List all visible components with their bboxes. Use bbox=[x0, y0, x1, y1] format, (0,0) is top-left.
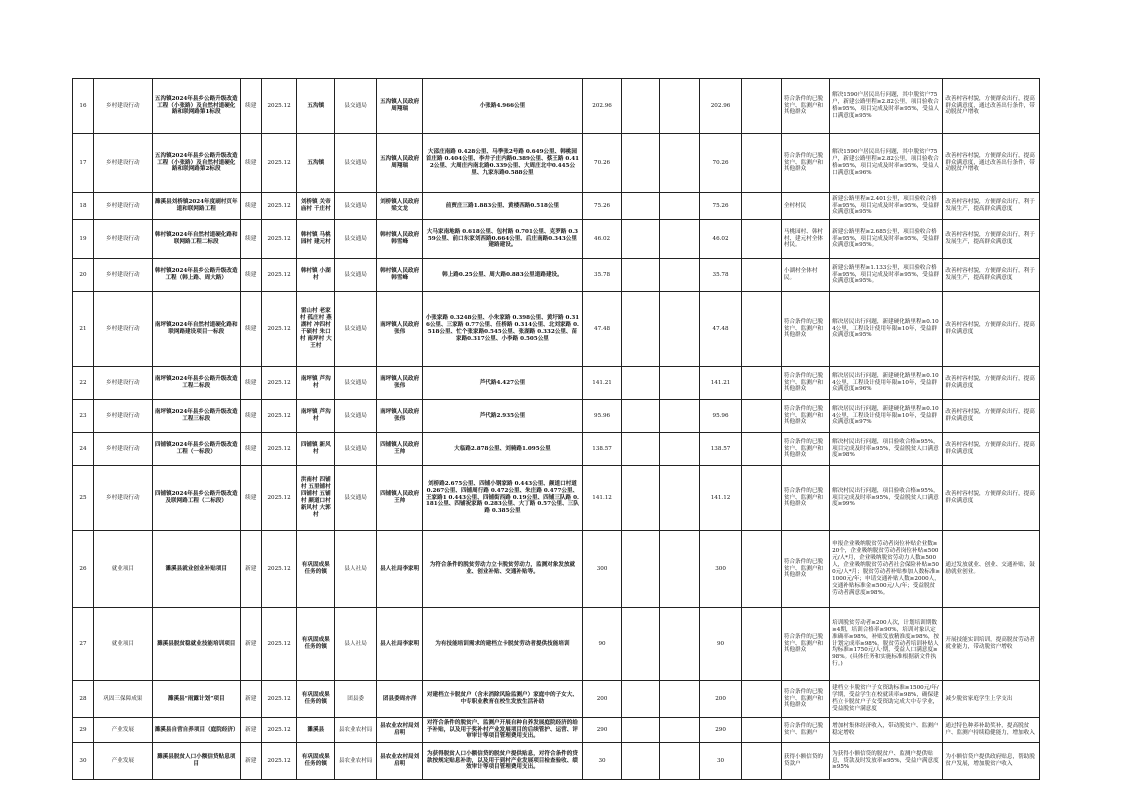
owner-cell: 县农业农村局刘启明 bbox=[377, 718, 423, 743]
beneficiary-cell: 小湖村全体村民。 bbox=[781, 259, 829, 292]
fund-cell bbox=[622, 79, 660, 134]
owner-cell: 韩村镇人民政府韩雪峰 bbox=[377, 220, 423, 259]
benefit-mechanism-cell: 减少脱贫家庭学生上学支出 bbox=[943, 681, 1040, 718]
row-number: 26 bbox=[73, 531, 94, 608]
build-type-cell: 新建 bbox=[240, 531, 261, 608]
row-number: 16 bbox=[73, 79, 94, 134]
owner-cell: 南坪镇人民政府张伟 bbox=[377, 292, 423, 367]
total-fund-cell: 141.21 bbox=[582, 367, 622, 400]
department-cell: 县交通局 bbox=[335, 193, 377, 220]
fund-cell bbox=[660, 259, 700, 292]
performance-cell: 新建公路里程≥2.401公里，项目验收合格率≥95%，项目完成及时率≥95%，受益群众满意度≥95% bbox=[830, 193, 943, 220]
location-cell: 五沟镇 bbox=[297, 134, 335, 193]
fund-cell bbox=[742, 466, 782, 531]
table-row bbox=[73, 367, 1040, 400]
department-cell: 县交通局 bbox=[335, 220, 377, 259]
location-cell: 有巩固成果任务的镇 bbox=[297, 681, 335, 718]
fund-cell bbox=[660, 681, 700, 718]
fund-cell bbox=[622, 608, 660, 681]
project-sheet bbox=[72, 78, 1040, 780]
project-name-cell: 濉溪县自营自养项目（庭院经济） bbox=[152, 718, 240, 743]
build-type-cell: 续建 bbox=[240, 466, 261, 531]
total-fund-cell: 35.78 bbox=[582, 259, 622, 292]
performance-cell: 为获得小额信贷的脱贫户、监测户提供贴息，贷款及时发放率≥95%，受益户满意度≥95% bbox=[830, 743, 943, 780]
project-name-cell: 五沟镇2024年县乡公路升级改造工程（小张路）及自然村道硬化路和联网路第2标段 bbox=[152, 134, 240, 193]
project-name-cell: 南坪镇2024年县乡公路升级改造工程二标段 bbox=[152, 367, 240, 400]
fund-cell bbox=[742, 681, 782, 718]
completion-date-cell: 2025.12 bbox=[261, 743, 297, 780]
total-fund-cell: 138.57 bbox=[582, 433, 622, 466]
fund-cell bbox=[742, 220, 782, 259]
beneficiary-cell: 获得小额信贷的贷款户 bbox=[781, 743, 829, 780]
row-number: 17 bbox=[73, 134, 94, 193]
department-cell: 县农业农村局 bbox=[335, 743, 377, 780]
beneficiary-cell: 符合条件的已脱贫户、监测户和其他群众 bbox=[781, 608, 829, 681]
owner-cell: 五沟镇人民政府周翔瑞 bbox=[377, 134, 423, 193]
location-cell: 有巩固成果任务的镇 bbox=[297, 608, 335, 681]
row-number: 28 bbox=[73, 681, 94, 718]
content-cell: 小张家路 0.3248公里、小朱家路 0.398公里、黄圩路 0.316公里、三家路 0.77公里、任桥路 0.314公里、北刘家路 0.518公里、忙个张家路0.545公里、张湖路 0.332公里、苗家路0.317公里、小李路 0.505公里 bbox=[423, 292, 582, 367]
department-cell: 县交通局 bbox=[335, 466, 377, 531]
fund-cell bbox=[622, 193, 660, 220]
table-row bbox=[73, 400, 1040, 433]
completion-date-cell: 2025.12 bbox=[261, 367, 297, 400]
beneficiary-cell: 符合条件的已脱贫户、监测户和其他群众 bbox=[781, 433, 829, 466]
location-cell: 雷山村 老家村 孤庄村 燕湖村 冲四村 千硕村 朱口村 南坪村 大王村 bbox=[297, 292, 335, 367]
beneficiary-cell: 符合条件的已脱贫户、监测户和其他群众 bbox=[781, 292, 829, 367]
category-cell: 产业发展 bbox=[93, 743, 152, 780]
fund-cell bbox=[742, 608, 782, 681]
fund-cell bbox=[622, 681, 660, 718]
fund-cell bbox=[622, 466, 660, 531]
performance-cell: 申报企业吸纳脱贫劳动者岗位补贴企业数≥20个，企业吸纳脱贫劳动者岗位补贴≤500元/人*月，企业吸纳脱贫劳动力人数≥500人，企业吸纳脱贫劳动者社会保险补贴≥500元/人*月；脱贫劳动者补贴参加人数标准≥1000元/年；申请交通补贴人数≥2000人，交通补贴标准金≤500元/人/年；受益脱贫劳动者满意度≥98%。 bbox=[830, 531, 943, 608]
owner-cell: 团县委周亦洋 bbox=[377, 681, 423, 718]
benefit-mechanism-cell: 开展技能实训培训，提高脱贫劳动者就业能力，带动脱贫户增收 bbox=[943, 608, 1040, 681]
table-row bbox=[73, 220, 1040, 259]
fund-cell bbox=[622, 367, 660, 400]
total-fund-cell: 95.96 bbox=[582, 400, 622, 433]
content-cell: 大邵庄南路 0.428公里、马季张2号路 0.649公里、韩桃园首庄路 0.404公里、李井子庄内路0.389公里、蔡王路 0.412公里、大周庄内南北路0.339公里、大周庄北中0.445公里、九家东路0.588公里 bbox=[423, 134, 582, 193]
beneficiary-cell: 符合条件的已脱贫户、监测户和其他群众 bbox=[781, 134, 829, 193]
content-cell: 为有技能培训需求的建档立卡脱贫劳动者提供技能培训 bbox=[423, 608, 582, 681]
total-fund-cell: 30 bbox=[582, 743, 622, 780]
owner-cell: 南坪镇人民政府张伟 bbox=[377, 367, 423, 400]
total-fund-cell: 70.26 bbox=[582, 134, 622, 193]
build-type-cell: 续建 bbox=[240, 193, 261, 220]
owner-cell: 县农业农村局刘启明 bbox=[377, 743, 423, 780]
benefit-mechanism-cell: 改善村容村貌，方便群众出行，利于发展生产，提高群众满意度 bbox=[943, 259, 1040, 292]
project-name-cell: 四铺镇2024年县乡公路升级改造及联网路工程（二标段） bbox=[152, 466, 240, 531]
category-cell: 乡村建设行动 bbox=[93, 400, 152, 433]
fund-cell bbox=[622, 220, 660, 259]
completion-date-cell: 2025.12 bbox=[261, 134, 297, 193]
location-cell: 洪南村 四铺村 五里铺村 四铺村 五铺村 颜道口村 新风村 大郭村 bbox=[297, 466, 335, 531]
department-cell: 县农业农村局 bbox=[335, 718, 377, 743]
category-cell: 乡村建设行动 bbox=[93, 292, 152, 367]
completion-date-cell: 2025.12 bbox=[261, 292, 297, 367]
completion-date-cell: 2025.12 bbox=[261, 193, 297, 220]
performance-cell: 建档立卡脱贫户子女资助标准≥1500元/年/学期，受益学生在校就读率≥98%，确保建档立卡脱贫户子女受资助完成大中专学业，受益脱贫户满意度 bbox=[830, 681, 943, 718]
fund-cell bbox=[660, 367, 700, 400]
fund-cell bbox=[742, 259, 782, 292]
project-name-cell: 濉溪县就业创业补贴项目 bbox=[152, 531, 240, 608]
content-cell: 韩上路0.25公里、周大路0.883公里道路建设。 bbox=[423, 259, 582, 292]
row-number: 20 bbox=[73, 259, 94, 292]
project-table bbox=[72, 78, 1040, 780]
fund-cell bbox=[622, 259, 660, 292]
total-fund-cell: 300 bbox=[582, 531, 622, 608]
fund-cell: 202.96 bbox=[700, 79, 742, 134]
content-cell: 小张路4.966公里 bbox=[423, 79, 582, 134]
fund-cell: 141.12 bbox=[700, 466, 742, 531]
content-cell: 对建档立卡脱贫户（含未消除风险监测户）家庭中的子女大、中专职业教育在校生发放生活补助 bbox=[423, 681, 582, 718]
total-fund-cell: 47.48 bbox=[582, 292, 622, 367]
fund-cell bbox=[622, 718, 660, 743]
project-name-cell: 韩村镇2024年县乡公路升级改造工程（韩上路、周大路） bbox=[152, 259, 240, 292]
owner-cell: 韩村镇人民政府韩雪峰 bbox=[377, 259, 423, 292]
performance-cell: 解决村民出行问题，项目验收合格≥95%，项目完成及时率≥95%，受益脱贫人口满意度≥99% bbox=[830, 466, 943, 531]
benefit-mechanism-cell: 通过特色种养补助奖补，提高脱贫户、监测户持续稳健能力，增加收入 bbox=[943, 718, 1040, 743]
table-row bbox=[73, 134, 1040, 193]
location-cell: 有巩固成果任务的镇 bbox=[297, 531, 335, 608]
content-cell: 对符合条件的脱贫户、监测户开展自种自养发展庭院经济的给予补贴，以及用于奖补村产业发展项目的后续管护、运营、评审审计等项目管理费用支出。 bbox=[423, 718, 582, 743]
benefit-mechanism-cell: 改善村容村貌，方便群众出行，提高群众满意度，通过改善出行条件，带动脱贫户增收 bbox=[943, 134, 1040, 193]
performance-cell: 解决居民出行问题，新建硬化路里程≥0.104公里，工程设计使用年限≥10年，受益群众满意度≥95% bbox=[830, 292, 943, 367]
department-cell: 县交通局 bbox=[335, 134, 377, 193]
completion-date-cell: 2025.12 bbox=[261, 433, 297, 466]
category-cell: 乡村建设行动 bbox=[93, 433, 152, 466]
build-type-cell: 续建 bbox=[240, 433, 261, 466]
fund-cell: 47.48 bbox=[700, 292, 742, 367]
completion-date-cell: 2025.12 bbox=[261, 400, 297, 433]
project-name-cell: 濉溪县“雨露计划”项目 bbox=[152, 681, 240, 718]
owner-cell: 南坪镇人民政府张伟 bbox=[377, 400, 423, 433]
owner-cell: 县人社局李家明 bbox=[377, 531, 423, 608]
completion-date-cell: 2025.12 bbox=[261, 259, 297, 292]
benefit-mechanism-cell: 改善村容村貌，方便群众出行，提高群众满意度 bbox=[943, 292, 1040, 367]
category-cell: 乡村建设行动 bbox=[93, 259, 152, 292]
total-fund-cell: 141.12 bbox=[582, 466, 622, 531]
build-type-cell: 续建 bbox=[240, 220, 261, 259]
department-cell: 团县委 bbox=[335, 681, 377, 718]
location-cell: 有巩固成果任务的镇 bbox=[297, 743, 335, 780]
benefit-mechanism-cell: 改善村容村貌，方便群众出行，利于发展生产，提高群众满意度 bbox=[943, 193, 1040, 220]
beneficiary-cell: 符合条件的已脱贫户、监测户和其他群众 bbox=[781, 400, 829, 433]
fund-cell bbox=[622, 292, 660, 367]
row-number: 19 bbox=[73, 220, 94, 259]
beneficiary-cell: 符合条件的已脱贫户、监测户和其他群众 bbox=[781, 466, 829, 531]
build-type-cell: 续建 bbox=[240, 79, 261, 134]
completion-date-cell: 2025.12 bbox=[261, 681, 297, 718]
build-type-cell: 新建 bbox=[240, 718, 261, 743]
fund-cell bbox=[622, 433, 660, 466]
row-number: 24 bbox=[73, 433, 94, 466]
category-cell: 产业发展 bbox=[93, 718, 152, 743]
fund-cell: 300 bbox=[700, 531, 742, 608]
fund-cell bbox=[660, 718, 700, 743]
location-cell: 刘桥镇 关帝庙村 千庄村 bbox=[297, 193, 335, 220]
fund-cell bbox=[660, 134, 700, 193]
total-fund-cell: 46.02 bbox=[582, 220, 622, 259]
fund-cell bbox=[660, 531, 700, 608]
table-row bbox=[73, 608, 1040, 681]
table-row bbox=[73, 743, 1040, 780]
table-row bbox=[73, 292, 1040, 367]
owner-cell: 县人社局李家明 bbox=[377, 608, 423, 681]
completion-date-cell: 2025.12 bbox=[261, 718, 297, 743]
location-cell: 韩村镇 马桃园村 建元村 bbox=[297, 220, 335, 259]
content-cell: 芦代路4.427公里 bbox=[423, 367, 582, 400]
owner-cell: 四铺镇人民政府王帅 bbox=[377, 466, 423, 531]
department-cell: 县交通局 bbox=[335, 367, 377, 400]
row-number: 21 bbox=[73, 292, 94, 367]
category-cell: 巩固三保障成果 bbox=[93, 681, 152, 718]
category-cell: 就业项目 bbox=[93, 531, 152, 608]
category-cell: 乡村建设行动 bbox=[93, 466, 152, 531]
department-cell: 县交通局 bbox=[335, 400, 377, 433]
fund-cell: 35.78 bbox=[700, 259, 742, 292]
fund-cell: 95.96 bbox=[700, 400, 742, 433]
location-cell: 南坪镇 芦沟村 bbox=[297, 400, 335, 433]
completion-date-cell: 2025.12 bbox=[261, 220, 297, 259]
beneficiary-cell: 马桃园村、韩村村、建元村全体村民。 bbox=[781, 220, 829, 259]
table-row bbox=[73, 79, 1040, 134]
row-number: 18 bbox=[73, 193, 94, 220]
beneficiary-cell: 符合条件的已脱贫户、监测户和其他群众 bbox=[781, 367, 829, 400]
table-row bbox=[73, 193, 1040, 220]
content-cell: 芦代路2.935公里 bbox=[423, 400, 582, 433]
fund-cell: 75.26 bbox=[700, 193, 742, 220]
fund-cell bbox=[742, 743, 782, 780]
project-name-cell: 韩村镇2024年自然村道硬化路和联网路工程二标段 bbox=[152, 220, 240, 259]
performance-cell: 新建公路里程≥1.133公里，项目验收合格率≥95%，项目完成及时率≥95%，受益群众满意度≥95%。 bbox=[830, 259, 943, 292]
total-fund-cell: 90 bbox=[582, 608, 622, 681]
project-name-cell: 南坪镇2024年县乡公路升级改造工程三标段 bbox=[152, 400, 240, 433]
fund-cell: 30 bbox=[700, 743, 742, 780]
project-name-cell: 濉溪县脱贫人口小额信贷贴息项目 bbox=[152, 743, 240, 780]
fund-cell bbox=[622, 531, 660, 608]
performance-cell: 解决1590户居民出行问题，其中脱贫户75户，新建公路里程≥2.82公里，项目验收合格≥95%，项目完成及时率≥95%，受益人口满意度≥95% bbox=[830, 79, 943, 134]
fund-cell bbox=[742, 134, 782, 193]
build-type-cell: 续建 bbox=[240, 292, 261, 367]
fund-cell bbox=[660, 193, 700, 220]
content-cell: 为获得脱贫人口小额信贷的脱贫户提供贴息，对符合条件的贷款按规定贴息补助，以及用于到村产业发展项目检查验收、绩效审计等项目管理费用支出。 bbox=[423, 743, 582, 780]
completion-date-cell: 2025.12 bbox=[261, 531, 297, 608]
department-cell: 县人社局 bbox=[335, 608, 377, 681]
fund-cell: 141.21 bbox=[700, 367, 742, 400]
total-fund-cell: 200 bbox=[582, 681, 622, 718]
fund-cell bbox=[660, 292, 700, 367]
location-cell: 濉溪县 bbox=[297, 718, 335, 743]
department-cell: 县交通局 bbox=[335, 433, 377, 466]
row-number: 27 bbox=[73, 608, 94, 681]
completion-date-cell: 2025.12 bbox=[261, 608, 297, 681]
performance-cell: 新建公路里程≥2.685公里，项目验收合格率≥95%，项目完成及时率≥95%，受益群众满意度≥95%。 bbox=[830, 220, 943, 259]
benefit-mechanism-cell: 改善村容村貌，方便群众出行，提高群众满意度 bbox=[943, 466, 1040, 531]
location-cell: 五沟镇 bbox=[297, 79, 335, 134]
content-cell: 大马家南地路 0.618公里、包村路 0.701公里、克罗路 0.359公里、前口东家刘西路0.664公里、后庄南路0.343公里建路建设。 bbox=[423, 220, 582, 259]
content-cell: 大临路2.878公里、刘骑路1.095公里 bbox=[423, 433, 582, 466]
category-cell: 乡村建设行动 bbox=[93, 193, 152, 220]
project-name-cell: 南坪镇2024年自然村道硬化路和联网路建设项目一标段 bbox=[152, 292, 240, 367]
table-body bbox=[73, 79, 1040, 780]
benefit-mechanism-cell: 改善村容村貌，方便群众出行，提高群众满意度 bbox=[943, 433, 1040, 466]
department-cell: 县交通局 bbox=[335, 79, 377, 134]
completion-date-cell: 2025.12 bbox=[261, 466, 297, 531]
project-name-cell: 濉溪县脱贫稳就业技能培训项目 bbox=[152, 608, 240, 681]
row-number: 22 bbox=[73, 367, 94, 400]
build-type-cell: 新建 bbox=[240, 681, 261, 718]
row-number: 29 bbox=[73, 718, 94, 743]
fund-cell: 138.57 bbox=[700, 433, 742, 466]
department-cell: 县交通局 bbox=[335, 292, 377, 367]
category-cell: 就业项目 bbox=[93, 608, 152, 681]
beneficiary-cell: 符合条件的已脱贫户、监测户和其他群众 bbox=[781, 531, 829, 608]
fund-cell bbox=[742, 193, 782, 220]
fund-cell bbox=[660, 433, 700, 466]
fund-cell bbox=[660, 220, 700, 259]
build-type-cell: 续建 bbox=[240, 259, 261, 292]
build-type-cell: 续建 bbox=[240, 367, 261, 400]
content-cell: 刘桥路2.675公里、四铺小钢家路 0.443公里、颜道口村道 0.267公里、四铺周行路 0.472公里、朱庄路 0.477公里、王家路1 0.443公里、四铺街西路 0.19公里、四铺三队路 0.181公里、四铺祝家路 0.283公里、大丁路 0.57公里、三队路 0.385公里 bbox=[423, 466, 582, 531]
location-cell: 南坪镇 芦沟村 bbox=[297, 367, 335, 400]
table-row bbox=[73, 259, 1040, 292]
beneficiary-cell: 符合条件的已脱贫户、监测户和其他群众 bbox=[781, 681, 829, 718]
fund-cell bbox=[742, 433, 782, 466]
row-number: 23 bbox=[73, 400, 94, 433]
fund-cell: 70.26 bbox=[700, 134, 742, 193]
project-name-cell: 五沟镇2024年县乡公路升级改造工程（小张路）及自然村道硬化路和联网路第1标段 bbox=[152, 79, 240, 134]
owner-cell: 四铺镇人民政府王帅 bbox=[377, 433, 423, 466]
benefit-mechanism-cell: 改善村容村貌，方便群众出行，提高群众满意度，通过改善出行条件，带动脱贫户增收 bbox=[943, 79, 1040, 134]
fund-cell bbox=[742, 79, 782, 134]
fund-cell bbox=[742, 292, 782, 367]
performance-cell: 解决居民出行问题，新建硬化路里程≥0.104公里，工程设计使用年限≥10年，受益群众满意度≥97% bbox=[830, 400, 943, 433]
row-number: 25 bbox=[73, 466, 94, 531]
benefit-mechanism-cell: 通过发放就业、创业、交通补贴，鼓励就业创业。 bbox=[943, 531, 1040, 608]
total-fund-cell: 202.96 bbox=[582, 79, 622, 134]
beneficiary-cell: 全村村民 bbox=[781, 193, 829, 220]
total-fund-cell: 75.26 bbox=[582, 193, 622, 220]
completion-date-cell: 2025.12 bbox=[261, 79, 297, 134]
project-name-cell: 濉溪县刘桥镇2024年度刷村页年道和联网路工程 bbox=[152, 193, 240, 220]
table-row bbox=[73, 681, 1040, 718]
build-type-cell: 续建 bbox=[240, 134, 261, 193]
benefit-mechanism-cell: 改善村容村貌，方便群众出行，提高群众满意度 bbox=[943, 367, 1040, 400]
build-type-cell: 续建 bbox=[240, 400, 261, 433]
category-cell: 乡村建设行动 bbox=[93, 220, 152, 259]
fund-cell bbox=[742, 400, 782, 433]
content-cell: 前贾庄三路1.883公里、黄楼西路0.518公里 bbox=[423, 193, 582, 220]
fund-cell bbox=[660, 400, 700, 433]
project-name-cell: 四铺镇2024年县乡公路升级改造工程（一标段） bbox=[152, 433, 240, 466]
fund-cell: 200 bbox=[700, 681, 742, 718]
beneficiary-cell: 符合条件的已脱贫户、监测户 bbox=[781, 718, 829, 743]
fund-cell bbox=[742, 367, 782, 400]
category-cell: 乡村建设行动 bbox=[93, 134, 152, 193]
performance-cell: 解决居民出行问题，新建硬化路里程≥0.104公里，工程设计使用年限≥10年，受益群众满意度≥96% bbox=[830, 367, 943, 400]
table-row bbox=[73, 433, 1040, 466]
fund-cell bbox=[660, 743, 700, 780]
fund-cell bbox=[742, 718, 782, 743]
build-type-cell: 新建 bbox=[240, 608, 261, 681]
build-type-cell: 新建 bbox=[240, 743, 261, 780]
fund-cell bbox=[660, 608, 700, 681]
benefit-mechanism-cell: 为小额信贷户提供政府贴息，帮助脱贫户发展，增加脱贫户收入 bbox=[943, 743, 1040, 780]
performance-cell: 培训脱贫劳动者≥200人次，计划培训期数≥4期，培训合格率≥90%，培训对象认定准确率≥98%，补贴发放精准度≥98%，按计划完成率≥98%，脱贫劳动者培训补贴人均标准≥1750元/人·期，受益人口满意度≥98%。(具体任务和实施标准根据新文件执行。) bbox=[830, 608, 943, 681]
location-cell: 四铺镇 新风村 bbox=[297, 433, 335, 466]
table-row bbox=[73, 531, 1040, 608]
category-cell: 乡村建设行动 bbox=[93, 79, 152, 134]
owner-cell: 五沟镇人民政府周翔瑞 bbox=[377, 79, 423, 134]
department-cell: 县人社局 bbox=[335, 531, 377, 608]
department-cell: 县交通局 bbox=[335, 259, 377, 292]
benefit-mechanism-cell: 改善村容村貌，方便群众出行，利于发展生产，提高群众满意度 bbox=[943, 220, 1040, 259]
fund-cell bbox=[742, 531, 782, 608]
performance-cell: 解决1590户居民出行问题，其中脱贫户75户，新建公路里程≥2.82公里，项目验收合格≥95%，项目完成及时率≥95%，受益人口满意度≥96% bbox=[830, 134, 943, 193]
table-row bbox=[73, 718, 1040, 743]
fund-cell bbox=[660, 79, 700, 134]
beneficiary-cell: 符合条件的已脱贫户、监测户和其他群众 bbox=[781, 79, 829, 134]
owner-cell: 刘桥镇人民政府梁文龙 bbox=[377, 193, 423, 220]
benefit-mechanism-cell: 改善村容村貌，方便群众出行，提高群众满意度 bbox=[943, 400, 1040, 433]
fund-cell bbox=[622, 134, 660, 193]
fund-cell bbox=[622, 400, 660, 433]
location-cell: 韩村镇 小湖村 bbox=[297, 259, 335, 292]
fund-cell: 46.02 bbox=[700, 220, 742, 259]
row-number: 30 bbox=[73, 743, 94, 780]
fund-cell bbox=[622, 743, 660, 780]
total-fund-cell: 290 bbox=[582, 718, 622, 743]
fund-cell: 90 bbox=[700, 608, 742, 681]
performance-cell: 增加村集体经济收入，带动脱贫户、监测户稳定增收 bbox=[830, 718, 943, 743]
fund-cell: 290 bbox=[700, 718, 742, 743]
category-cell: 乡村建设行动 bbox=[93, 367, 152, 400]
performance-cell: 解决村民出行问题，项目验收合格≥95%，项目完成及时率≥95%，受益脱贫人口满意度≥98% bbox=[830, 433, 943, 466]
fund-cell bbox=[660, 466, 700, 531]
table-row bbox=[73, 466, 1040, 531]
content-cell: 为符合条件的脱贫劳动力立卡脱贫劳动力，监测对象发放就业、创业补贴、交通补贴等。 bbox=[423, 531, 582, 608]
